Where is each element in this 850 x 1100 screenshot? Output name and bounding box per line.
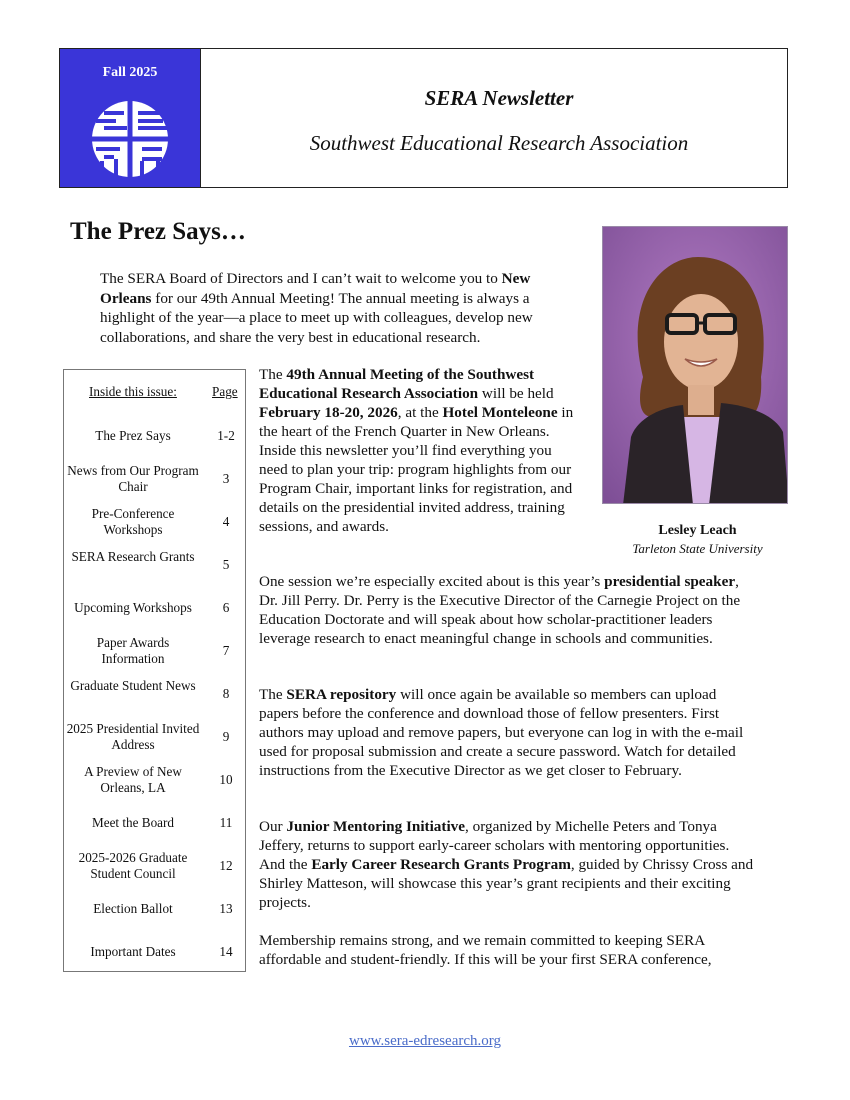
toc-item-label: Election Ballot [93,901,173,916]
body-paragraph-repository [259,685,754,780]
toc-header-page: Page [212,384,238,399]
toc-item-page: 9 [222,729,230,744]
website-link[interactable]: www.sera-edresearch.org [348,1033,501,1049]
toc-item-label: Upcoming Workshops [74,600,192,615]
section-title: The Prez Says… [70,218,246,245]
bold-run: Hotel Monteleone [442,404,558,421]
newsletter-subtitle: Southwest Educational Research Association [309,131,689,155]
text-run: One session we’re especially excited about is this year’s [259,573,605,590]
photo-caption-affiliation: Tarleton State University [632,541,763,556]
table-of-contents [63,369,246,972]
toc-item-label: Paper Awards Information [96,635,170,666]
body-paragraph-meeting [259,365,584,536]
toc-item-label: Important Dates [90,944,176,959]
masthead-title-block [201,49,787,187]
text-run: for our 49th Annual Meeting! The annual meeting is always a highlight of the year—a place to meet up with colleagues, develop new collaborations, and share the very best in educational research. [100,289,533,346]
toc-item-label: Meet the Board [91,815,175,830]
text-run: The SERA Board of Directors and I can’t wait to welcome you to [100,270,502,287]
toc-item-page: 14 [219,944,233,959]
sera-logo-icon [90,99,170,179]
portrait-illustration [603,227,788,504]
toc-item-page: 8 [222,686,230,701]
text-run: , at the [397,404,443,421]
toc-item-label: 2025-2026 Graduate Student Council [78,850,188,881]
text-run: will be held [478,385,554,402]
toc-item-label: The Prez Says [95,428,171,443]
text-run: The [259,686,287,703]
bold-run: February 18-20, 2026 [259,404,398,421]
toc-item-page: 3 [222,471,230,486]
text-run: in the heart of the French Quarter in New Orleans. Inside this newsletter you’ll find everything you need to plan your trip: program highlights from our Program Chair, important links for registration, and details on the presidential invited address, training sessions, and awards. [259,404,574,535]
masthead [59,48,788,188]
toc-item-page: 12 [219,858,233,873]
text-run: The [259,366,287,383]
toc-item-page: 6 [222,600,230,615]
toc-item-page: 7 [222,643,230,658]
toc-item-label: A Preview of New Orleans, LA [84,764,182,795]
bold-run: presidential speaker [604,573,736,590]
text-run: , guided by Chrissy Cross and Shirley Matteson, will showcase this year’s grant recipients and their exciting projects. [259,856,754,911]
toc-item-label: 2025 Presidential Invited Address [66,721,200,752]
bold-run: New Orleans [100,270,531,307]
text-run: , Dr. Jill Perry. Dr. Perry is the Executive Director of the Carnegie Project on the Education Doctorate and will speak about how scholar-practitioner leaders leverage research to enact meaningful change in schools and communities. [259,573,741,647]
toc-item-label: News from Our Program Chair [67,463,199,494]
issue-season: Fall 2025 [102,65,158,80]
toc-item-page: 11 [219,815,233,830]
photo-caption-name: Lesley Leach [658,523,737,538]
bold-run: Junior Mentoring Initiative [286,818,466,835]
body-paragraph-speaker [259,572,754,648]
toc-item-page: 1-2 [217,428,235,443]
toc-item-page: 13 [219,901,233,916]
logo-block [60,49,201,187]
toc-item-page: 5 [222,557,230,572]
text-run: Membership remains strong, and we remain committed to keeping SERA affordable and student-friendly. If this will be your first SERA conference, [259,932,712,968]
body-paragraph-membership [259,931,754,969]
portrait-photo [602,226,788,504]
text-run: , organized by Michelle Peters and Tonya Jeffery, returns to support early-career scholars with mentoring opportunities. And the [259,818,730,873]
bold-run: SERA repository [286,686,397,703]
newsletter-title: SERA Newsletter [424,86,574,110]
toc-item-page: 10 [219,772,233,787]
bold-run: 49th Annual Meeting of the Southwest Educational Research Association [259,366,535,402]
intro-paragraph [100,269,570,347]
text-run: Our [259,818,287,835]
toc-item-label: SERA Research Grants [71,549,195,564]
bold-run: Early Career Research Grants Program [311,856,571,873]
text-run: will once again be available so members can upload papers before the conference and download those of fellow presenters. First authors may upload and remove papers, but everyone can log in with the e-mail used for proposal submission and create a secure password. Watch for detailed instructions from the Executive Director as we get closer to February. [259,686,744,779]
body-paragraph-mentoring [259,817,754,912]
toc-item-label: Pre-Conference Workshops [91,506,175,537]
toc-header-label: Inside this issue: [89,384,177,399]
toc-item-label: Graduate Student News [70,678,196,693]
toc-item-page: 4 [222,514,230,529]
